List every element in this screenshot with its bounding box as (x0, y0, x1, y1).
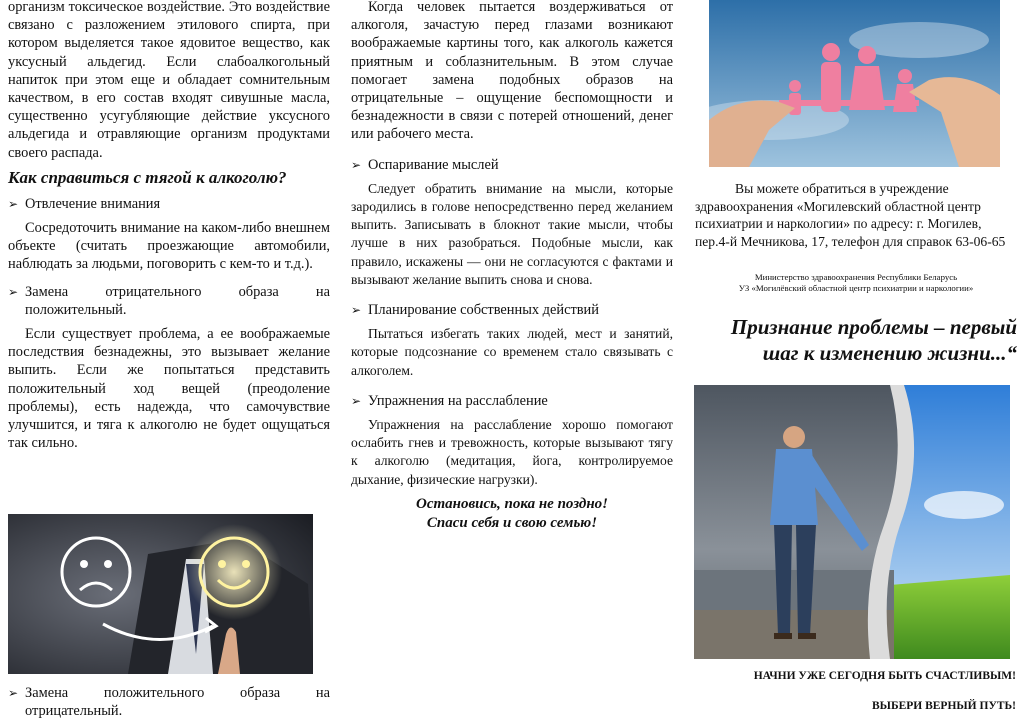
paragraph-dispute-thoughts: Следует обратить внимание на мысли, которые зародились в голове непосредственно перед желанием выпить. Записывать в блокнот такие мысли, чтобы лучше в них разобраться. Подобные мысли, как правило, искажены — они не согласуются с фактами и вызывают желание выпить снова и снова. (351, 180, 673, 287)
paragraph-replace-negative: Если существует проблема, а ее воображаемые последствия безнадежны, это вызывает желание выпить. Если же попытаться представить положительный ход вещей (преодоление проблемы), есть надежда, что самочувствие улучшится, и тяга к алкоголю не будет ощущаться так сильно. (8, 326, 330, 452)
smiley-illustration (8, 514, 313, 674)
bullet-relaxation: ➢ Упражнения на расслабление (351, 392, 548, 409)
arrow-bullet-icon: ➢ (8, 686, 19, 700)
slogan-save: Спаси себя и свою семью! (426, 514, 598, 531)
brochure-title: Признание проблемы – первый шаг к изменению жизни...“ (730, 315, 1017, 365)
family-paper-photo (709, 0, 1000, 167)
intro-paragraph: организм токсическое воздействие. Это воздействие связано с разложением этилового спирта, при котором выделяется такое ядовитое вещество, как уксусный альдегид. Если слабоалкогольный напиток при этом еще и обладает сомнительным качеством, в его состав входят сивушные масла, существенно усугубляющие действие уксусного альдегида и отравляющие организм продуктами своего распада. (8, 0, 330, 161)
arrow-bullet-icon: ➢ (8, 284, 19, 299)
storm-to-sun-illustration (694, 385, 1010, 659)
column-left (8, 0, 330, 452)
ministry-line: Министерство здравоохранения Республики Беларусь (754, 272, 958, 282)
bullet-replace-positive: ➢ Замена положительного образа на отрицательный. (8, 685, 330, 720)
paragraph-images: Когда человек пытается воздерживаться от алкоголя, зачастую перед глазами возникают воображаемые картины того, как алкоголь кажется приятным и соблазнительным. В этом случае помогает замена подобных образов на отрицательные – ощущение беспомощности и безнадежности в связи с потерей отношений, денег или рабочего места. (351, 0, 673, 143)
bullet-replace-negative: ➢ Замена отрицательного образа на положительный. (8, 283, 330, 318)
smiley-photo (8, 514, 313, 674)
arrow-bullet-icon: ➢ (351, 303, 362, 318)
section-heading: Как справиться с тягой к алкоголю? (8, 167, 287, 187)
cta-right-path: ВЫБЕРИ ВЕРНЫЙ ПУТЬ! (872, 700, 1016, 712)
paragraph-distraction: Сосредоточить внимание на каком-либо внешнем объекте (считать проезжающие автомобили, наблюдать за людьми, поговорить с кем-то и т.д.). (8, 220, 330, 273)
column-right (695, 180, 1017, 366)
arrow-bullet-icon: ➢ (351, 393, 362, 408)
paragraph-planning: Пытаться избегать таких людей, мест и занятий, которые подсознание со временем стало связывать с алкоголем. (351, 326, 673, 378)
bullet-distraction: ➢ Отвлечение внимания (8, 195, 161, 212)
institution-line: УЗ «Могилёвский областной центр психиатрии и наркологии» (738, 283, 974, 293)
paragraph-relaxation: Упражнения на расслабление хорошо помогают ослабить гнев и тревожность, которые вызывают тягу к алкоголю (медитация, йога, контролируемое дыхание, физические нагрузки). (351, 417, 673, 487)
bullet-planning: ➢ Планирование собственных действий (351, 302, 599, 319)
column-middle (351, 0, 673, 533)
peeling-storm-photo (694, 385, 1010, 659)
family-cutout-illustration (709, 0, 1000, 167)
arrow-bullet-icon: ➢ (8, 196, 19, 211)
bullet-dispute-thoughts: ➢ Оспаривание мыслей (351, 156, 499, 173)
contact-paragraph: Вы можете обратиться в учреждение здравоохранения «Могилевский областной центр психиатрии и наркологии» по адресу: г. Могилев, пер.4-й Мечникова, 17, телефон для справок 63-06-65 (695, 181, 1006, 249)
slogan-stop: Остановись, пока не поздно! (415, 495, 608, 512)
arrow-bullet-icon: ➢ (351, 157, 362, 172)
cta-happy: НАЧНИ УЖЕ СЕГОДНЯ БЫТЬ СЧАСТЛИВЫМ! (753, 670, 1016, 682)
